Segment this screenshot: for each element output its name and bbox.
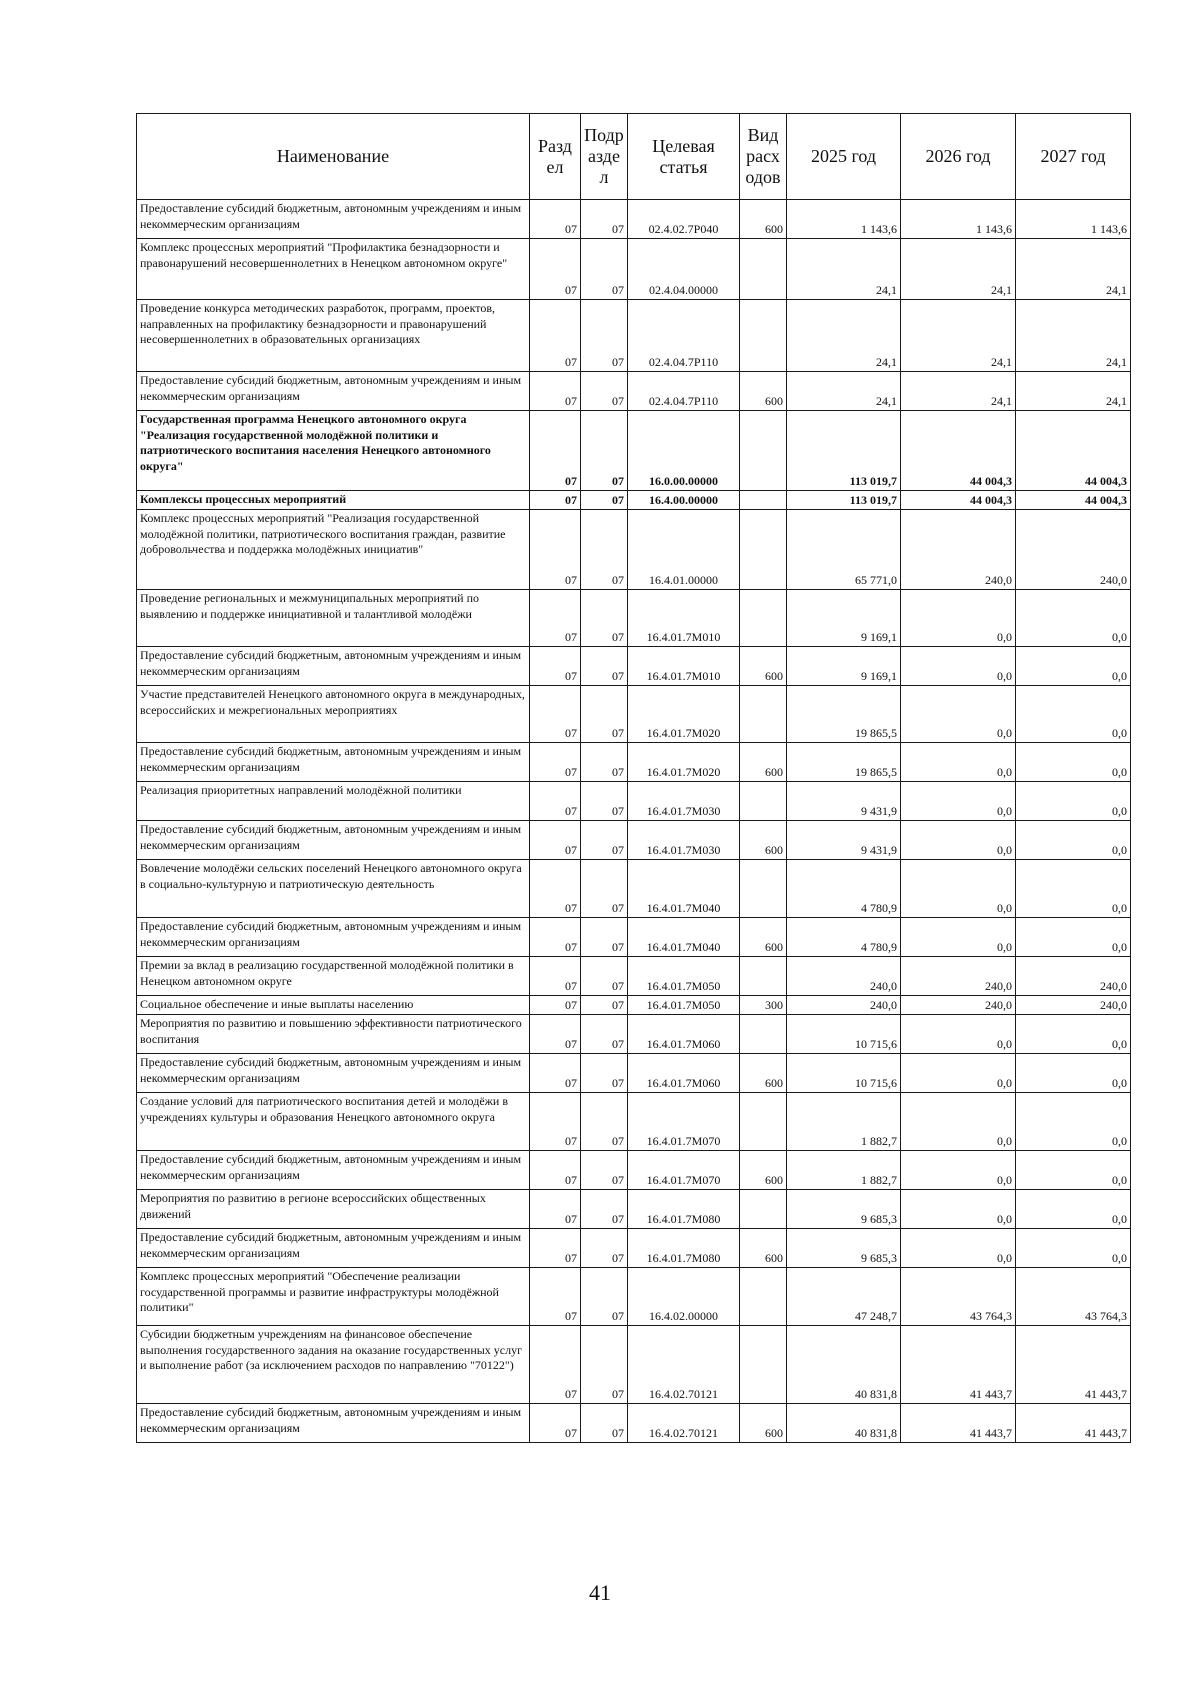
cell-target-article: 16.4.01.7M020 bbox=[628, 743, 740, 782]
table-row bbox=[137, 1093, 1131, 1151]
cell-2027: 0,0 bbox=[1016, 821, 1131, 860]
cell-expense-type bbox=[740, 1268, 787, 1326]
cell-2025: 10 715,6 bbox=[787, 1054, 901, 1093]
cell-name: Мероприятия по развитию в регионе всероссийских общественных движений bbox=[137, 1190, 530, 1229]
cell-2025: 40 831,8 bbox=[787, 1326, 901, 1404]
cell-target-article: 16.4.01.7M010 bbox=[628, 590, 740, 647]
header-target-article: Целевая статья bbox=[628, 114, 740, 200]
cell-section: 07 bbox=[530, 1015, 581, 1054]
table-row bbox=[137, 590, 1131, 647]
cell-subsection: 07 bbox=[581, 647, 628, 686]
cell-name: Премии за вклад в реализацию государственной молодёжной политики в Ненецком автономном округе bbox=[137, 957, 530, 996]
cell-section: 07 bbox=[530, 1268, 581, 1326]
cell-expense-type bbox=[740, 1326, 787, 1404]
cell-section: 07 bbox=[530, 782, 581, 821]
cell-section: 07 bbox=[530, 860, 581, 918]
cell-section: 07 bbox=[530, 957, 581, 996]
cell-2025: 9 431,9 bbox=[787, 821, 901, 860]
cell-expense-type: 600 bbox=[740, 743, 787, 782]
cell-expense-type: 600 bbox=[740, 200, 787, 239]
cell-name: Предоставление субсидий бюджетным, автономным учреждениям и иным некоммерческим организациям bbox=[137, 372, 530, 411]
cell-2026: 41 443,7 bbox=[901, 1404, 1016, 1443]
cell-2026: 24,1 bbox=[901, 372, 1016, 411]
cell-name: Проведение региональных и межмуниципальных мероприятий по выявлению и поддержке инициативной и талантливой молодёжи bbox=[137, 590, 530, 647]
cell-expense-type bbox=[740, 239, 787, 300]
cell-section: 07 bbox=[530, 491, 581, 510]
cell-name: Предоставление субсидий бюджетным, автономным учреждениям и иным некоммерческим организациям bbox=[137, 1151, 530, 1190]
cell-section: 07 bbox=[530, 821, 581, 860]
cell-2025: 113 019,7 bbox=[787, 411, 901, 491]
table-row bbox=[137, 200, 1131, 239]
cell-2025: 1 882,7 bbox=[787, 1093, 901, 1151]
table-row bbox=[137, 239, 1131, 300]
cell-2027: 0,0 bbox=[1016, 1151, 1131, 1190]
cell-subsection: 07 bbox=[581, 411, 628, 491]
cell-expense-type bbox=[740, 491, 787, 510]
cell-target-article: 16.4.01.7M030 bbox=[628, 821, 740, 860]
cell-2026: 240,0 bbox=[901, 957, 1016, 996]
cell-2026: 0,0 bbox=[901, 1054, 1016, 1093]
cell-expense-type: 600 bbox=[740, 1229, 787, 1268]
table-row bbox=[137, 1015, 1131, 1054]
cell-target-article: 16.4.02.70121 bbox=[628, 1326, 740, 1404]
cell-2026: 43 764,3 bbox=[901, 1268, 1016, 1326]
cell-section: 07 bbox=[530, 996, 581, 1015]
cell-expense-type bbox=[740, 957, 787, 996]
cell-subsection: 07 bbox=[581, 1054, 628, 1093]
cell-expense-type bbox=[740, 686, 787, 743]
cell-section: 07 bbox=[530, 1404, 581, 1443]
table-row bbox=[137, 782, 1131, 821]
cell-subsection: 07 bbox=[581, 686, 628, 743]
cell-name: Комплексы процессных мероприятий bbox=[137, 491, 530, 510]
header-year-2027: 2027 год bbox=[1016, 114, 1131, 200]
cell-expense-type bbox=[740, 300, 787, 372]
table-row bbox=[137, 1151, 1131, 1190]
table-row bbox=[137, 647, 1131, 686]
cell-2027: 24,1 bbox=[1016, 239, 1131, 300]
cell-2027: 41 443,7 bbox=[1016, 1326, 1131, 1404]
cell-name: Предоставление субсидий бюджетным, автономным учреждениям и иным некоммерческим организациям bbox=[137, 200, 530, 239]
cell-2025: 113 019,7 bbox=[787, 491, 901, 510]
table-header-row bbox=[137, 114, 1131, 200]
cell-subsection: 07 bbox=[581, 1151, 628, 1190]
cell-2025: 4 780,9 bbox=[787, 860, 901, 918]
cell-2027: 240,0 bbox=[1016, 996, 1131, 1015]
cell-target-article: 16.4.01.7M080 bbox=[628, 1229, 740, 1268]
table-row bbox=[137, 1190, 1131, 1229]
cell-2025: 240,0 bbox=[787, 996, 901, 1015]
cell-2027: 24,1 bbox=[1016, 300, 1131, 372]
cell-subsection: 07 bbox=[581, 821, 628, 860]
cell-section: 07 bbox=[530, 1093, 581, 1151]
cell-2027: 43 764,3 bbox=[1016, 1268, 1131, 1326]
cell-2026: 24,1 bbox=[901, 239, 1016, 300]
cell-subsection: 07 bbox=[581, 1404, 628, 1443]
cell-2027: 0,0 bbox=[1016, 782, 1131, 821]
cell-2026: 0,0 bbox=[901, 590, 1016, 647]
cell-name: Предоставление субсидий бюджетным, автономным учреждениям и иным некоммерческим организациям bbox=[137, 918, 530, 957]
cell-2025: 65 771,0 bbox=[787, 510, 901, 590]
cell-2025: 9 169,1 bbox=[787, 590, 901, 647]
cell-name: Проведение конкурса методических разработок, программ, проектов, направленных на профилактику безнадзорности и правонарушений несовершеннолетних в образовательных организациях bbox=[137, 300, 530, 372]
table-row bbox=[137, 491, 1131, 510]
cell-expense-type: 600 bbox=[740, 821, 787, 860]
cell-2025: 1 882,7 bbox=[787, 1151, 901, 1190]
cell-2026: 0,0 bbox=[901, 743, 1016, 782]
header-subsection: Подр азде л bbox=[581, 114, 628, 200]
cell-target-article: 16.4.01.7M070 bbox=[628, 1093, 740, 1151]
page-number: 41 bbox=[589, 1580, 611, 1605]
header-expense-type: Вид расх одов bbox=[740, 114, 787, 200]
cell-2025: 9 685,3 bbox=[787, 1229, 901, 1268]
table-row bbox=[137, 1054, 1131, 1093]
cell-2027: 0,0 bbox=[1016, 1054, 1131, 1093]
cell-name: Предоставление субсидий бюджетным, автономным учреждениям и иным некоммерческим организациям bbox=[137, 647, 530, 686]
header-section: Разд ел bbox=[530, 114, 581, 200]
cell-target-article: 16.4.01.7M080 bbox=[628, 1190, 740, 1229]
header-year-2026: 2026 год bbox=[901, 114, 1016, 200]
cell-section: 07 bbox=[530, 1326, 581, 1404]
cell-2026: 0,0 bbox=[901, 821, 1016, 860]
cell-expense-type: 600 bbox=[740, 1404, 787, 1443]
cell-target-article: 02.4.04.7P110 bbox=[628, 372, 740, 411]
cell-expense-type bbox=[740, 510, 787, 590]
cell-subsection: 07 bbox=[581, 372, 628, 411]
header-name: Наименование bbox=[137, 114, 530, 200]
cell-name: Предоставление субсидий бюджетным, автономным учреждениям и иным некоммерческим организациям bbox=[137, 821, 530, 860]
cell-section: 07 bbox=[530, 743, 581, 782]
cell-2027: 44 004,3 bbox=[1016, 491, 1131, 510]
cell-2027: 1 143,6 bbox=[1016, 200, 1131, 239]
cell-target-article: 16.4.01.7M050 bbox=[628, 996, 740, 1015]
cell-name: Предоставление субсидий бюджетным, автономным учреждениям и иным некоммерческим организациям bbox=[137, 743, 530, 782]
cell-2027: 0,0 bbox=[1016, 743, 1131, 782]
cell-subsection: 07 bbox=[581, 1093, 628, 1151]
cell-name: Комплекс процессных мероприятий "Реализация государственной молодёжной политики, патриотического воспитания граждан, развитие добровольчества и поддержка молодёжных инициатив" bbox=[137, 510, 530, 590]
cell-2026: 41 443,7 bbox=[901, 1326, 1016, 1404]
cell-name: Субсидии бюджетным учреждениям на финансовое обеспечение выполнения государственного задания на оказание государственных услуг и выполнение работ (за исключением расходов по направлению "70122") bbox=[137, 1326, 530, 1404]
cell-2026: 1 143,6 bbox=[901, 200, 1016, 239]
cell-name: Комплекс процессных мероприятий "Обеспечение реализации государственной программы и развитие инфраструктуры молодёжной политики" bbox=[137, 1268, 530, 1326]
cell-target-article: 02.4.04.7P110 bbox=[628, 300, 740, 372]
cell-target-article: 16.4.00.00000 bbox=[628, 491, 740, 510]
cell-section: 07 bbox=[530, 239, 581, 300]
cell-expense-type: 600 bbox=[740, 1151, 787, 1190]
cell-2025: 24,1 bbox=[787, 239, 901, 300]
cell-2026: 44 004,3 bbox=[901, 491, 1016, 510]
cell-section: 07 bbox=[530, 686, 581, 743]
table-row bbox=[137, 686, 1131, 743]
cell-2026: 0,0 bbox=[901, 1015, 1016, 1054]
cell-expense-type: 600 bbox=[740, 647, 787, 686]
cell-subsection: 07 bbox=[581, 510, 628, 590]
header-year-2025: 2025 год bbox=[787, 114, 901, 200]
table-row bbox=[137, 372, 1131, 411]
cell-2026: 0,0 bbox=[901, 1229, 1016, 1268]
cell-2027: 24,1 bbox=[1016, 372, 1131, 411]
cell-2025: 1 143,6 bbox=[787, 200, 901, 239]
cell-expense-type bbox=[740, 590, 787, 647]
table-row bbox=[137, 1326, 1131, 1404]
cell-expense-type: 300 bbox=[740, 996, 787, 1015]
cell-target-article: 16.4.01.7M060 bbox=[628, 1015, 740, 1054]
cell-target-article: 16.4.01.7M040 bbox=[628, 918, 740, 957]
table-row bbox=[137, 996, 1131, 1015]
cell-section: 07 bbox=[530, 1190, 581, 1229]
cell-subsection: 07 bbox=[581, 239, 628, 300]
cell-subsection: 07 bbox=[581, 1190, 628, 1229]
table-row bbox=[137, 821, 1131, 860]
cell-2025: 240,0 bbox=[787, 957, 901, 996]
cell-target-article: 16.4.01.7M070 bbox=[628, 1151, 740, 1190]
cell-target-article: 02.4.04.00000 bbox=[628, 239, 740, 300]
cell-subsection: 07 bbox=[581, 1229, 628, 1268]
cell-target-article: 16.4.01.00000 bbox=[628, 510, 740, 590]
cell-2026: 240,0 bbox=[901, 996, 1016, 1015]
cell-2027: 41 443,7 bbox=[1016, 1404, 1131, 1443]
cell-2025: 9 685,3 bbox=[787, 1190, 901, 1229]
cell-section: 07 bbox=[530, 918, 581, 957]
cell-2027: 44 004,3 bbox=[1016, 411, 1131, 491]
cell-section: 07 bbox=[530, 1151, 581, 1190]
cell-target-article: 16.4.01.7M030 bbox=[628, 782, 740, 821]
cell-2026: 44 004,3 bbox=[901, 411, 1016, 491]
cell-subsection: 07 bbox=[581, 996, 628, 1015]
cell-2026: 240,0 bbox=[901, 510, 1016, 590]
cell-subsection: 07 bbox=[581, 200, 628, 239]
table-row bbox=[137, 743, 1131, 782]
cell-subsection: 07 bbox=[581, 491, 628, 510]
cell-target-article: 02.4.02.7P040 bbox=[628, 200, 740, 239]
cell-target-article: 16.4.01.7M040 bbox=[628, 860, 740, 918]
cell-name: Мероприятия по развитию и повышению эффективности патриотического воспитания bbox=[137, 1015, 530, 1054]
cell-target-article: 16.4.02.70121 bbox=[628, 1404, 740, 1443]
table-row bbox=[137, 957, 1131, 996]
cell-name: Предоставление субсидий бюджетным, автономным учреждениям и иным некоммерческим организациям bbox=[137, 1054, 530, 1093]
table-row bbox=[137, 300, 1131, 372]
cell-2025: 24,1 bbox=[787, 300, 901, 372]
cell-2027: 240,0 bbox=[1016, 957, 1131, 996]
cell-2027: 0,0 bbox=[1016, 860, 1131, 918]
table-row bbox=[137, 1268, 1131, 1326]
cell-name: Социальное обеспечение и иные выплаты населению bbox=[137, 996, 530, 1015]
cell-2027: 0,0 bbox=[1016, 1190, 1131, 1229]
cell-2025: 10 715,6 bbox=[787, 1015, 901, 1054]
cell-2026: 0,0 bbox=[901, 1093, 1016, 1151]
table-row bbox=[137, 860, 1131, 918]
cell-2026: 0,0 bbox=[901, 1151, 1016, 1190]
cell-section: 07 bbox=[530, 1229, 581, 1268]
cell-subsection: 07 bbox=[581, 1268, 628, 1326]
cell-2026: 0,0 bbox=[901, 1190, 1016, 1229]
table-row bbox=[137, 1229, 1131, 1268]
cell-2027: 0,0 bbox=[1016, 1093, 1131, 1151]
cell-2027: 0,0 bbox=[1016, 590, 1131, 647]
cell-name: Участие представителей Ненецкого автономного округа в международных, всероссийских и межрегиональных мероприятиях bbox=[137, 686, 530, 743]
cell-expense-type: 600 bbox=[740, 1054, 787, 1093]
cell-2025: 4 780,9 bbox=[787, 918, 901, 957]
cell-subsection: 07 bbox=[581, 300, 628, 372]
cell-section: 07 bbox=[530, 647, 581, 686]
cell-2027: 0,0 bbox=[1016, 647, 1131, 686]
cell-expense-type bbox=[740, 1015, 787, 1054]
cell-2025: 40 831,8 bbox=[787, 1404, 901, 1443]
cell-2027: 0,0 bbox=[1016, 918, 1131, 957]
table-row bbox=[137, 411, 1131, 491]
budget-table bbox=[136, 113, 1131, 1443]
cell-2025: 19 865,5 bbox=[787, 686, 901, 743]
cell-2026: 0,0 bbox=[901, 918, 1016, 957]
cell-2025: 9 431,9 bbox=[787, 782, 901, 821]
cell-2027: 0,0 bbox=[1016, 1015, 1131, 1054]
cell-target-article: 16.4.01.7M050 bbox=[628, 957, 740, 996]
cell-section: 07 bbox=[530, 200, 581, 239]
cell-subsection: 07 bbox=[581, 1015, 628, 1054]
cell-subsection: 07 bbox=[581, 743, 628, 782]
cell-name: Вовлечение молодёжи сельских поселений Ненецкого автономного округа в социально-культурную и патриотическую деятельность bbox=[137, 860, 530, 918]
cell-expense-type bbox=[740, 1190, 787, 1229]
cell-expense-type: 600 bbox=[740, 918, 787, 957]
cell-2027: 0,0 bbox=[1016, 686, 1131, 743]
cell-target-article: 16.0.00.00000 bbox=[628, 411, 740, 491]
cell-name: Государственная программа Ненецкого автономного округа "Реализация государственной молодёжной политики и патриотического воспитания населения Ненецкого автономного округа" bbox=[137, 411, 530, 491]
cell-subsection: 07 bbox=[581, 918, 628, 957]
cell-expense-type bbox=[740, 782, 787, 821]
cell-2025: 19 865,5 bbox=[787, 743, 901, 782]
cell-section: 07 bbox=[530, 411, 581, 491]
cell-name: Создание условий для патриотического воспитания детей и молодёжи в учреждениях культуры и образования Ненецкого автономного округа bbox=[137, 1093, 530, 1151]
cell-name: Реализация приоритетных направлений молодёжной политики bbox=[137, 782, 530, 821]
table-body bbox=[137, 200, 1131, 1443]
cell-section: 07 bbox=[530, 590, 581, 647]
table-row bbox=[137, 918, 1131, 957]
cell-2026: 24,1 bbox=[901, 300, 1016, 372]
cell-2026: 0,0 bbox=[901, 686, 1016, 743]
cell-subsection: 07 bbox=[581, 1326, 628, 1404]
cell-2025: 9 169,1 bbox=[787, 647, 901, 686]
cell-2026: 0,0 bbox=[901, 647, 1016, 686]
cell-subsection: 07 bbox=[581, 957, 628, 996]
cell-target-article: 16.4.01.7M010 bbox=[628, 647, 740, 686]
cell-section: 07 bbox=[530, 510, 581, 590]
cell-expense-type: 600 bbox=[740, 372, 787, 411]
cell-subsection: 07 bbox=[581, 590, 628, 647]
table-row bbox=[137, 1404, 1131, 1443]
cell-subsection: 07 bbox=[581, 860, 628, 918]
cell-2027: 0,0 bbox=[1016, 1229, 1131, 1268]
cell-2025: 24,1 bbox=[787, 372, 901, 411]
cell-section: 07 bbox=[530, 372, 581, 411]
cell-target-article: 16.4.01.7M020 bbox=[628, 686, 740, 743]
cell-target-article: 16.4.01.7M060 bbox=[628, 1054, 740, 1093]
cell-2026: 0,0 bbox=[901, 860, 1016, 918]
cell-target-article: 16.4.02.00000 bbox=[628, 1268, 740, 1326]
cell-section: 07 bbox=[530, 1054, 581, 1093]
cell-2027: 240,0 bbox=[1016, 510, 1131, 590]
table-row bbox=[137, 510, 1131, 590]
cell-2025: 47 248,7 bbox=[787, 1268, 901, 1326]
cell-expense-type bbox=[740, 411, 787, 491]
cell-name: Предоставление субсидий бюджетным, автономным учреждениям и иным некоммерческим организациям bbox=[137, 1404, 530, 1443]
cell-2026: 0,0 bbox=[901, 782, 1016, 821]
cell-name: Комплекс процессных мероприятий "Профилактика безнадзорности и правонарушений несовершеннолетних в Ненецком автономном округе" bbox=[137, 239, 530, 300]
cell-subsection: 07 bbox=[581, 782, 628, 821]
cell-name: Предоставление субсидий бюджетным, автономным учреждениям и иным некоммерческим организациям bbox=[137, 1229, 530, 1268]
cell-expense-type bbox=[740, 1093, 787, 1151]
cell-expense-type bbox=[740, 860, 787, 918]
cell-section: 07 bbox=[530, 300, 581, 372]
